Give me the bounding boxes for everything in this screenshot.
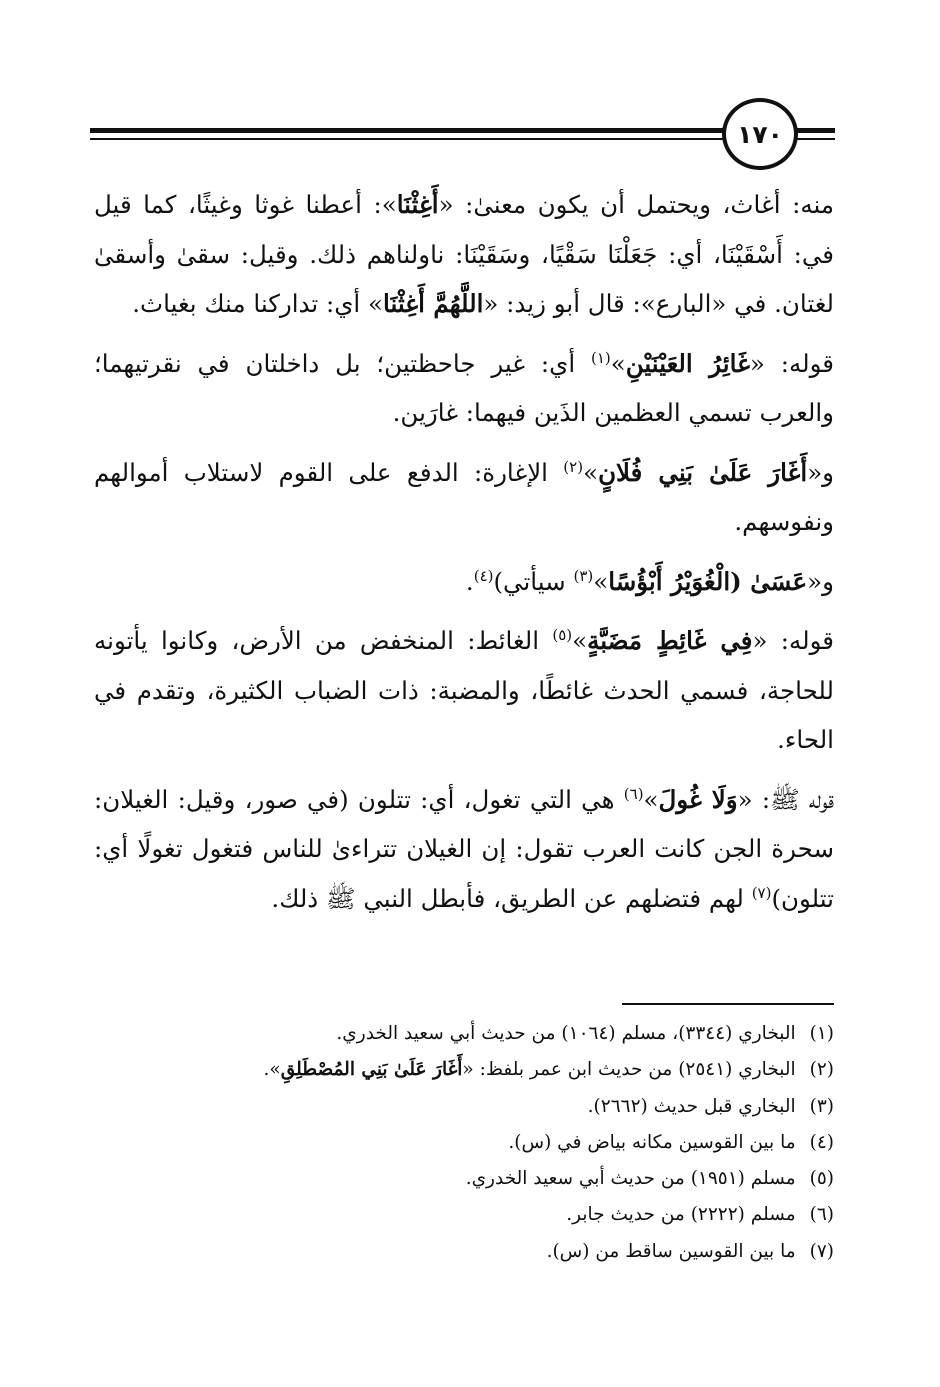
paragraph bbox=[94, 775, 834, 924]
footnote bbox=[94, 1052, 834, 1088]
text-segment: البخاري (٢٥٤١) من حديث ابن عمر بلفظ: « bbox=[462, 1059, 796, 1081]
text-segment: و« bbox=[807, 457, 835, 487]
text-segment: البخاري قبل حديث (٢٦٦٢). bbox=[587, 1095, 796, 1117]
footnote-ref: (٤) bbox=[473, 566, 494, 585]
text-segment: الغائط: المنخفض من الأرض، وكانوا يأتونه للحاجة، فسمي الحدث غائطًا، والمضبة: ذات الضباب الكثيرة، وتقدم في الحاء. bbox=[94, 626, 834, 754]
header-rule-thick bbox=[90, 128, 730, 133]
footnote-ref: (٣) bbox=[573, 566, 594, 585]
hadith-term: اللَّهُمَّ أَغِثْنَا bbox=[383, 289, 484, 318]
header-rule-right-thin bbox=[795, 138, 835, 140]
page-number: ١٧٠ bbox=[737, 119, 783, 149]
hadith-term: غَائِرُ العَيْنَيْنِ bbox=[625, 348, 750, 378]
hadith-term: أَغِثْنَا bbox=[396, 190, 439, 219]
paragraph bbox=[94, 339, 834, 438]
paragraph bbox=[94, 557, 834, 607]
footnote-number: (٥) bbox=[809, 1168, 834, 1190]
text-segment: » bbox=[593, 566, 609, 596]
text-segment: مسلم (١٩٥١) من حديث أبي سعيد الخدري. bbox=[465, 1168, 796, 1190]
footnote-ref: (١) bbox=[590, 348, 611, 367]
page-number-badge bbox=[722, 98, 798, 170]
text-segment: » bbox=[610, 348, 626, 378]
text-segment: ما بين القوسين مكانه بياض في (س). bbox=[508, 1131, 796, 1153]
hadith-term: وَلَا غُولَ bbox=[658, 784, 738, 814]
header-rule-right-thick bbox=[795, 128, 835, 133]
footnote-number: (٧) bbox=[809, 1240, 834, 1262]
text-segment: » أي: تداركنا منك بغياث. bbox=[132, 289, 383, 318]
text-segment: »: أعطنا غوثا وغيثًا، كما قيل في: أَسْقَيْنَا، أي: جَعَلْنَا سَقْيًا، وسَقَيْنَا: ناولناهم ذلك. وقيل: سقىٰ وأسقىٰ لغتان. في «البارع»: قال أبو زيد: « bbox=[94, 190, 834, 318]
text-segment: » bbox=[643, 784, 659, 814]
footnotes bbox=[94, 1016, 834, 1270]
footnote-number: (١) bbox=[809, 1023, 834, 1044]
footnote-ref: (٦) bbox=[623, 784, 644, 803]
text-segment: سيأتي) bbox=[493, 566, 574, 596]
text-segment: قوله: « bbox=[752, 626, 834, 655]
page-header bbox=[90, 90, 835, 180]
hadith-term: أَغَارَ عَلَىٰ بَنِي فُلَانٍ bbox=[598, 457, 808, 487]
text-segment: البخاري (٣٣٤٤)، مسلم (١٠٦٤) من حديث أبي سعيد الخدري. bbox=[336, 1023, 796, 1044]
text-segment: ». bbox=[263, 1059, 281, 1081]
paragraph bbox=[94, 448, 834, 547]
footnote-number: (٦) bbox=[809, 1204, 834, 1226]
text-segment: هي التي تغول، أي: تتلون (في صور، وقيل: الغيلان: سحرة الجن كانت العرب تقول: إن الغيلان تتراءىٰ للناس فتغول تغولًا أي: تتلون) bbox=[94, 784, 834, 913]
hadith-term: أَغَارَ عَلَىٰ بَنِي المُصْطَلِقِ bbox=[280, 1059, 463, 1081]
paragraph bbox=[94, 180, 834, 329]
footnote bbox=[94, 1161, 834, 1197]
footnote bbox=[94, 1125, 834, 1161]
footnote-ref: (٥) bbox=[552, 625, 573, 644]
footnote-number: (٤) bbox=[809, 1131, 834, 1153]
text-segment: قوله: « bbox=[749, 348, 834, 378]
hadith-term: عَسَىٰ (الْغُوَيْرُ أَبْؤُسًا bbox=[608, 566, 808, 596]
footnote-number: (٣) bbox=[809, 1095, 834, 1117]
footnote bbox=[94, 1197, 834, 1233]
footnote-number: (٢) bbox=[809, 1059, 834, 1081]
text-segment: قوله ﷺ: « bbox=[737, 784, 834, 814]
text-segment: ما بين القوسين ساقط من (س). bbox=[546, 1240, 796, 1262]
text-segment: منه: أغاث، ويحتمل أن يكون معنىٰ: « bbox=[438, 190, 834, 219]
hadith-term: فِي غَائِطٍ مَضَبَّةٍ bbox=[587, 626, 753, 655]
footnote-separator bbox=[622, 1003, 834, 1005]
footnote-ref: (٢) bbox=[563, 457, 584, 476]
main-text bbox=[94, 180, 834, 923]
text-segment: الإغارة: الدفع على القوم لاستلاب أموالهم ونفوسهم. bbox=[94, 457, 834, 536]
footnote bbox=[94, 1234, 834, 1270]
text-segment: » bbox=[583, 457, 599, 487]
text-segment: لهم فتضلهم عن الطريق، فأبطل النبي ﷺ ذلك. bbox=[271, 883, 752, 913]
text-segment: أي: غير جاحظتين؛ بل داخلتان في نقرتيهما؛ والعرب تسمي العظمين الذَين فيهما: غارَين. bbox=[94, 348, 834, 427]
footnote-ref: (٧) bbox=[751, 883, 772, 902]
footnote bbox=[94, 1089, 834, 1125]
header-rule-thin bbox=[90, 138, 730, 140]
text-segment: و« bbox=[807, 566, 834, 596]
text-segment: مسلم (٢٢٢٢) من حديث جابر. bbox=[566, 1204, 796, 1226]
footnote bbox=[94, 1016, 834, 1052]
text-segment: » bbox=[572, 626, 588, 655]
paragraph bbox=[94, 616, 834, 765]
text-segment: . bbox=[465, 566, 474, 596]
